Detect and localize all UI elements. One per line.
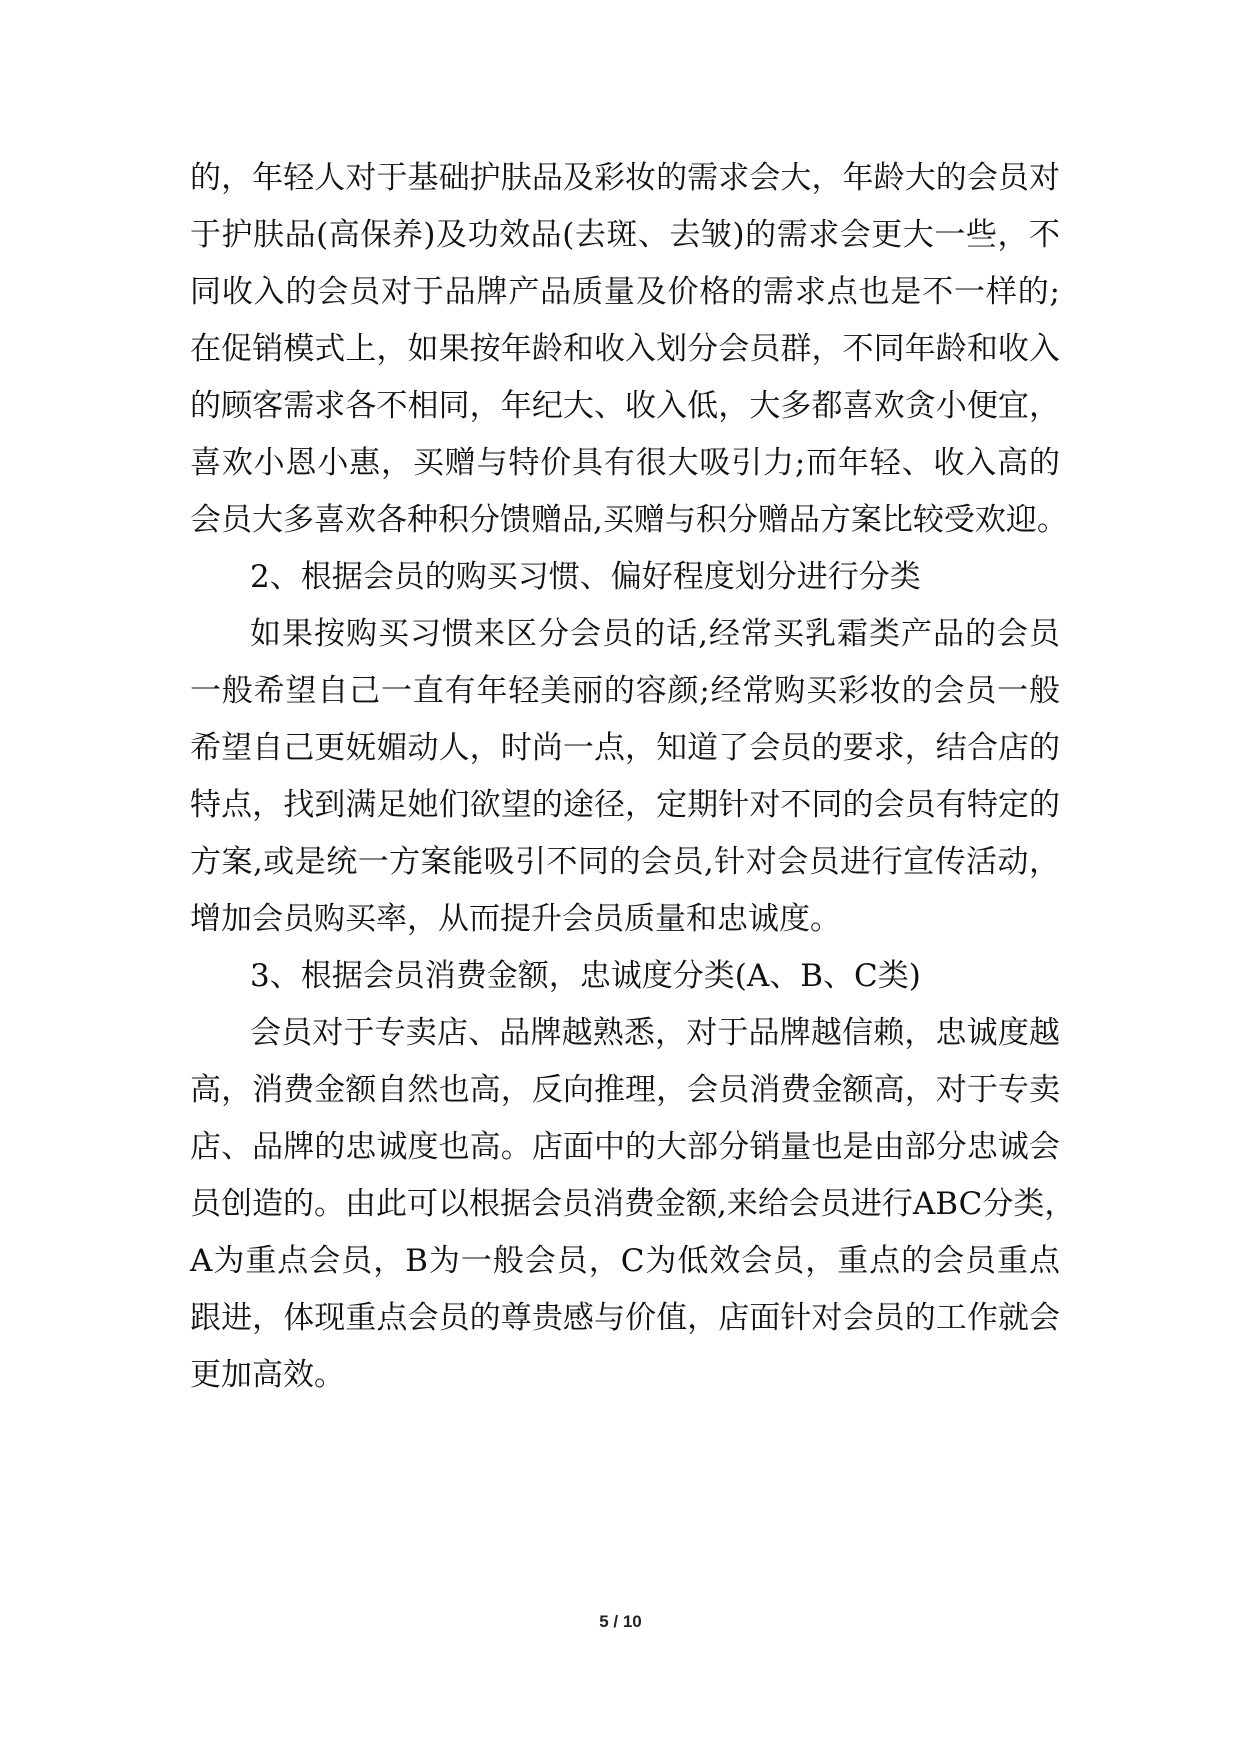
paragraph-line: 员创造的。由此可以根据会员消费金额,来给会员进行ABC分类， [190,1186,1076,1222]
paragraph-line: 会员大多喜欢各种积分馈赠品,买赠与积分赠品方案比较受欢迎。 [190,502,1068,538]
paragraph-line: 如果按购买习惯来区分会员的话,经常买乳霜类产品的会员 [250,616,1060,652]
paragraph-line: 的，年轻人对于基础护肤品及彩妆的需求会大，年龄大的会员对 [190,160,1060,196]
paragraph-line: 跟进，体现重点会员的尊贵感与价值，店面针对会员的工作就会 [190,1300,1060,1336]
section-heading-2: 2、根据会员的购买习惯、偏好程度划分进行分类 [250,559,921,595]
paragraph-line: 的顾客需求各不相同，年纪大、收入低，大多都喜欢贪小便宜， [190,388,1060,424]
paragraph-line: 店、品牌的忠诚度也高。店面中的大部分销量也是由部分忠诚会 [190,1129,1060,1165]
paragraph-line: 增加会员购买率，从而提升会员质量和忠诚度。 [190,901,841,937]
paragraph-line: 方案,或是统一方案能吸引不同的会员,针对会员进行宣传活动， [190,844,1060,880]
paragraph-line: 高，消费金额自然也高，反向推理，会员消费金额高，对于专卖 [190,1072,1060,1108]
paragraph-line: 会员对于专卖店、品牌越熟悉，对于品牌越信赖，忠诚度越 [250,1015,1060,1051]
paragraph-line: 希望自己更妩媚动人，时尚一点，知道了会员的要求，结合店的 [190,730,1060,766]
page-number: 5 / 10 [599,1612,642,1631]
paragraph-line: A为重点会员，B为一般会员，C为低效会员，重点的会员重点 [190,1243,1060,1279]
paragraph-line: 更加高效。 [190,1357,345,1393]
paragraph-line: 一般希望自己一直有年轻美丽的容颜;经常购买彩妆的会员一般 [190,673,1060,709]
paragraph-line: 同收入的会员对于品牌产品质量及价格的需求点也是不一样的; [190,274,1060,310]
section-heading-3: 3、根据会员消费金额，忠诚度分类(A、B、C类) [250,958,921,994]
paragraph-line: 在促销模式上，如果按年龄和收入划分会员群，不同年龄和收入 [190,331,1060,367]
paragraph-line: 于护肤品(高保养)及功效品(去斑、去皱)的需求会更大一些，不 [190,217,1060,253]
paragraph-line: 喜欢小恩小惠，买赠与特价具有很大吸引力;而年轻、收入高的 [190,445,1060,481]
paragraph-line: 特点，找到满足她们欲望的途径，定期针对不同的会员有特定的 [190,787,1060,823]
